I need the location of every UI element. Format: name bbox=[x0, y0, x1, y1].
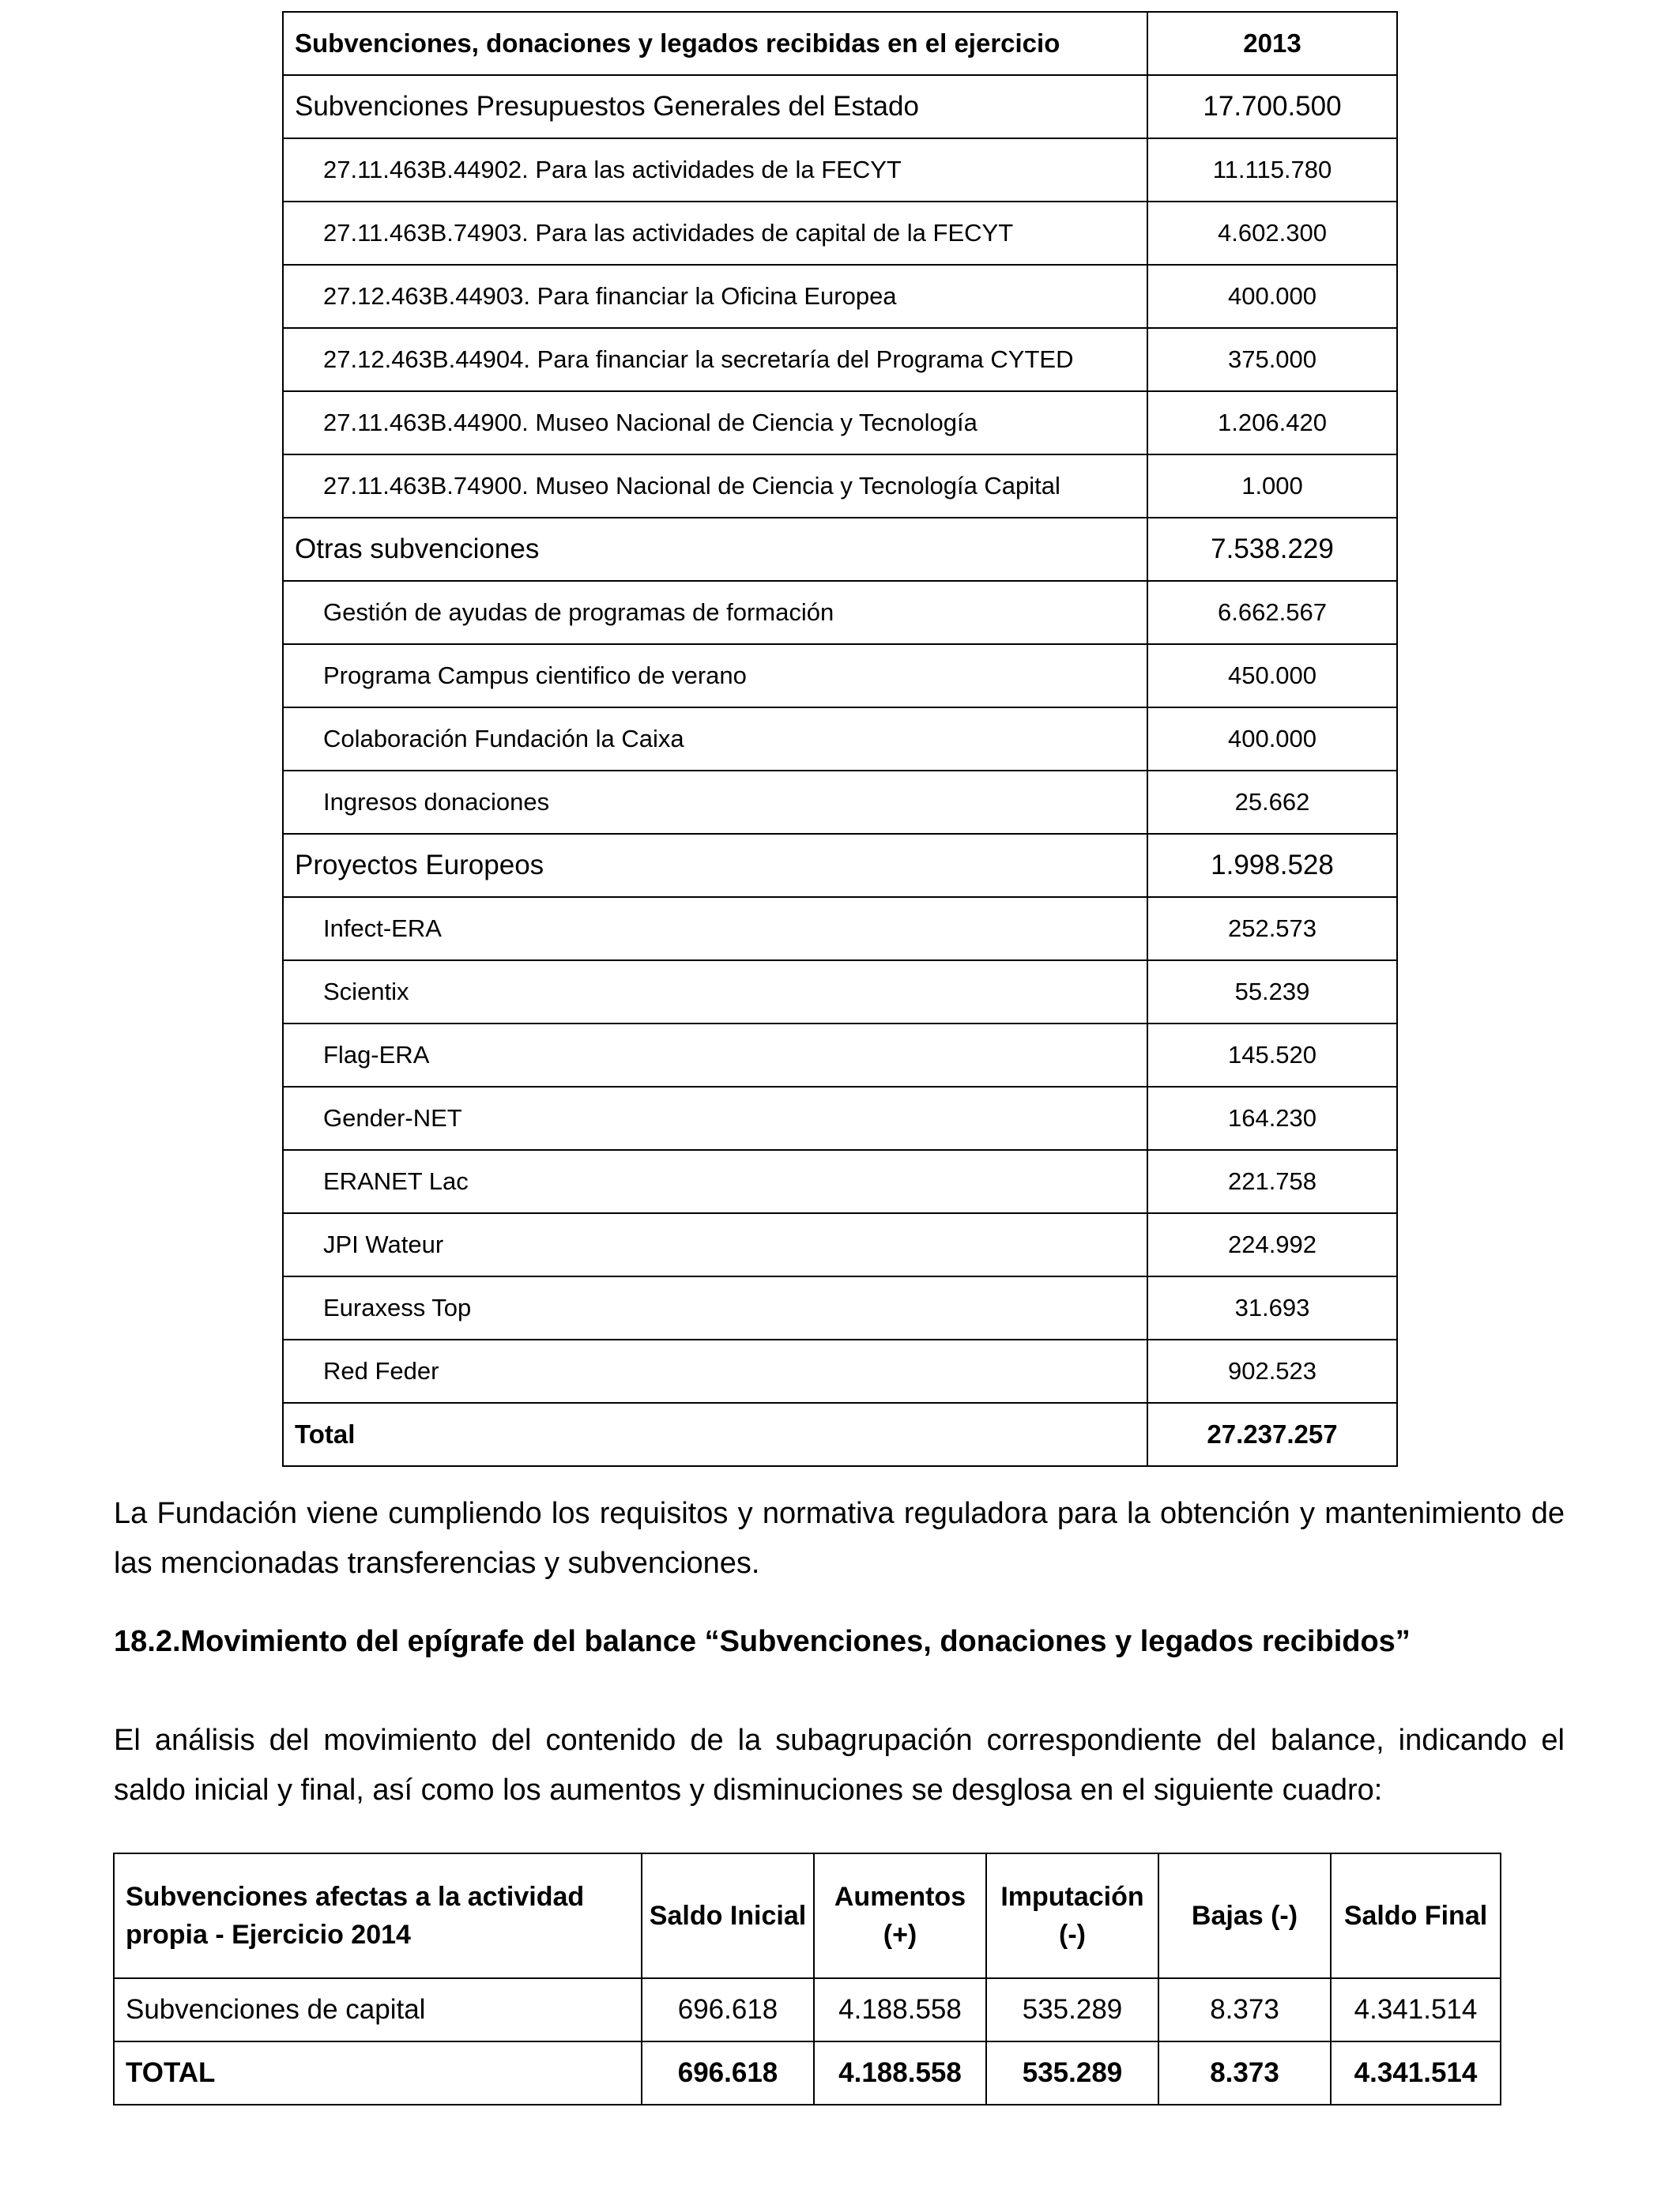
row-label: JPI Wateur bbox=[283, 1213, 1147, 1276]
row-value: 252.573 bbox=[1147, 897, 1397, 960]
grants-received-table bbox=[282, 11, 1398, 1467]
section-heading: 18.2.Movimiento del epígrafe del balance “Subvenciones, donaciones y legados recibidos” bbox=[114, 1625, 1411, 1658]
row-label: Ingresos donaciones bbox=[283, 771, 1147, 834]
table-row bbox=[283, 771, 1397, 834]
row-label: Gestión de ayudas de programas de formación bbox=[283, 581, 1147, 644]
group-row bbox=[283, 834, 1397, 897]
header-imputacion: Imputación (-) bbox=[986, 1853, 1158, 1978]
total-label: Total bbox=[283, 1403, 1147, 1466]
table-row bbox=[283, 960, 1397, 1023]
total-value: 27.237.257 bbox=[1147, 1403, 1397, 1466]
row-label: 27.11.463B.44902. Para las actividades de la FECYT bbox=[283, 138, 1147, 202]
header-bajas: Bajas (-) bbox=[1158, 1853, 1331, 1978]
row-label: Scientix bbox=[283, 960, 1147, 1023]
row-value: 164.230 bbox=[1147, 1087, 1397, 1150]
row-value: 4.602.300 bbox=[1147, 202, 1397, 265]
row-concept: Subvenciones de capital bbox=[114, 1978, 642, 2041]
table-row bbox=[283, 328, 1397, 391]
header-year: 2013 bbox=[1147, 12, 1397, 75]
table-row bbox=[283, 391, 1397, 454]
row-bajas: 8.373 bbox=[1158, 1978, 1331, 2041]
row-label: ERANET Lac bbox=[283, 1150, 1147, 1213]
row-label: 27.11.463B.44900. Museo Nacional de Ciencia y Tecnología bbox=[283, 391, 1147, 454]
table-row bbox=[283, 897, 1397, 960]
row-saldo-final: 4.341.514 bbox=[1331, 1978, 1501, 2041]
row-value: 224.992 bbox=[1147, 1213, 1397, 1276]
table-row bbox=[283, 454, 1397, 518]
row-label: Programa Campus cientifico de verano bbox=[283, 644, 1147, 707]
row-value: 1.206.420 bbox=[1147, 391, 1397, 454]
total-row bbox=[114, 2041, 1501, 2105]
table-row bbox=[283, 581, 1397, 644]
table-row bbox=[283, 707, 1397, 771]
header-label: Subvenciones, donaciones y legados recibidas en el ejercicio bbox=[283, 12, 1147, 75]
row-value: 31.693 bbox=[1147, 1276, 1397, 1340]
table-row bbox=[283, 138, 1397, 202]
table-row bbox=[283, 1023, 1397, 1087]
group-value: 1.998.528 bbox=[1147, 834, 1397, 897]
table-row bbox=[283, 1213, 1397, 1276]
row-value: 145.520 bbox=[1147, 1023, 1397, 1087]
total-row bbox=[283, 1403, 1397, 1466]
row-label: Euraxess Top bbox=[283, 1276, 1147, 1340]
row-label: Infect-ERA bbox=[283, 897, 1147, 960]
row-value: 6.662.567 bbox=[1147, 581, 1397, 644]
row-value: 55.239 bbox=[1147, 960, 1397, 1023]
row-imputacion: 535.289 bbox=[986, 1978, 1158, 2041]
table-header-row bbox=[114, 1853, 1501, 1978]
row-value: 221.758 bbox=[1147, 1150, 1397, 1213]
table-row bbox=[283, 1340, 1397, 1403]
group-value: 17.700.500 bbox=[1147, 75, 1397, 138]
row-label: 27.11.463B.74900. Museo Nacional de Ciencia y Tecnología Capital bbox=[283, 454, 1147, 518]
row-label: 27.12.463B.44903. Para financiar la Oficina Europea bbox=[283, 265, 1147, 328]
grants-movement-table bbox=[113, 1853, 1501, 2105]
header-saldo-final: Saldo Final bbox=[1331, 1853, 1501, 1978]
group-label: Proyectos Europeos bbox=[283, 834, 1147, 897]
total-bajas: 8.373 bbox=[1158, 2041, 1331, 2105]
total-label: TOTAL bbox=[114, 2041, 642, 2105]
row-label: Gender-NET bbox=[283, 1087, 1147, 1150]
header-aumentos: Aumentos (+) bbox=[814, 1853, 986, 1978]
group-value: 7.538.229 bbox=[1147, 518, 1397, 581]
row-label: Red Feder bbox=[283, 1340, 1147, 1403]
header-saldo-inicial: Saldo Inicial bbox=[642, 1853, 814, 1978]
group-label: Subvenciones Presupuestos Generales del Estado bbox=[283, 75, 1147, 138]
row-aumentos: 4.188.558 bbox=[814, 1978, 986, 2041]
row-value: 450.000 bbox=[1147, 644, 1397, 707]
group-label: Otras subvenciones bbox=[283, 518, 1147, 581]
row-value: 1.000 bbox=[1147, 454, 1397, 518]
row-value: 25.662 bbox=[1147, 771, 1397, 834]
table-row bbox=[283, 202, 1397, 265]
row-label: 27.11.463B.74903. Para las actividades de capital de la FECYT bbox=[283, 202, 1147, 265]
row-value: 375.000 bbox=[1147, 328, 1397, 391]
movement-intro-paragraph: El análisis del movimiento del contenido de la subagrupación correspondiente del balance, indicando el saldo inicial y final, así como los aumentos y disminuciones se desglosa en el siguiente cuadro: bbox=[114, 1724, 1565, 1807]
row-value: 400.000 bbox=[1147, 265, 1397, 328]
total-aumentos: 4.188.558 bbox=[814, 2041, 986, 2105]
row-value: 400.000 bbox=[1147, 707, 1397, 771]
row-label: 27.12.463B.44904. Para financiar la secretaría del Programa CYTED bbox=[283, 328, 1147, 391]
total-saldo-final: 4.341.514 bbox=[1331, 2041, 1501, 2105]
table-row bbox=[283, 1276, 1397, 1340]
total-saldo-inicial: 696.618 bbox=[642, 2041, 814, 2105]
table-row bbox=[283, 644, 1397, 707]
table-header-row bbox=[283, 12, 1397, 75]
table-row bbox=[114, 1978, 1501, 2041]
row-value: 902.523 bbox=[1147, 1340, 1397, 1403]
table-row bbox=[283, 1087, 1397, 1150]
group-row bbox=[283, 518, 1397, 581]
header-concept: Subvenciones afectas a la actividad propia - Ejercicio 2014 bbox=[114, 1853, 642, 1978]
row-label: Colaboración Fundación la Caixa bbox=[283, 707, 1147, 771]
row-label: Flag-ERA bbox=[283, 1023, 1147, 1087]
group-row bbox=[283, 75, 1397, 138]
compliance-paragraph: La Fundación viene cumpliendo los requisitos y normativa reguladora para la obtención y mantenimiento de las mencionadas transferencias y subvenciones. bbox=[114, 1497, 1565, 1580]
table-row bbox=[283, 1150, 1397, 1213]
table-row bbox=[283, 265, 1397, 328]
row-saldo-inicial: 696.618 bbox=[642, 1978, 814, 2041]
total-imputacion: 535.289 bbox=[986, 2041, 1158, 2105]
row-value: 11.115.780 bbox=[1147, 138, 1397, 202]
